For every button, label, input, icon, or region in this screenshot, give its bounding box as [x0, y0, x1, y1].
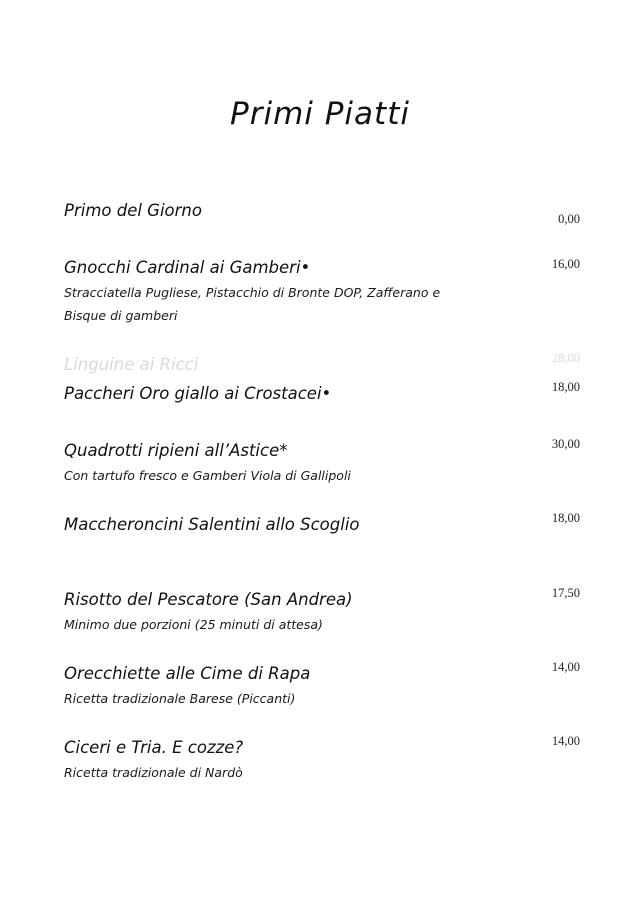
dish-price: 28,00 — [551, 351, 580, 365]
menu-item-primo-del-giorno — [64, 200, 584, 222]
dish-description: Ricetta tradizionale Barese (Piccanti) — [64, 691, 296, 706]
dish-price: 14,00 — [551, 660, 580, 674]
dish-name: Risotto del Pescatore (San Andrea) — [64, 590, 353, 609]
dish-price: 16,00 — [551, 257, 580, 271]
menu-item-gnocchi — [64, 257, 584, 327]
dish-price: 18,00 — [551, 380, 580, 394]
menu-item-paccheri — [64, 383, 584, 405]
dish-price: 18,00 — [551, 511, 580, 525]
dish-price: 17,50 — [551, 586, 580, 600]
dish-name: Ciceri e Tria. E cozze? — [64, 738, 244, 757]
menu-item-risotto — [64, 589, 584, 636]
dish-price: 30,00 — [551, 437, 580, 451]
dish-name: Maccheroncini Salentini allo Scoglio — [64, 515, 360, 534]
page-title: Primi Piatti — [230, 96, 410, 132]
dish-description: Ricetta tradizionale di Nardò — [64, 765, 243, 780]
menu-item-orecchiette — [64, 663, 584, 710]
dish-name: Linguine ai Ricci — [64, 355, 199, 374]
dish-name: Paccheri Oro giallo ai Crostacei• — [64, 384, 332, 403]
dish-description: Stracciatella Pugliese, Pistacchio di Bronte DOP, Zafferano e Bisque di gamberi — [64, 285, 441, 323]
dish-price: 0,00 — [558, 212, 580, 226]
dish-name: Quadrotti ripieni all’Astice* — [64, 441, 288, 460]
menu-item-quadrotti — [64, 440, 584, 487]
dish-description: Minimo due porzioni (25 minuti di attesa) — [64, 617, 323, 632]
dish-price: 14,00 — [551, 734, 580, 748]
dish-name: Orecchiette alle Cime di Rapa — [64, 664, 311, 683]
dish-description: Con tartufo fresco e Gamberi Viola di Gallipoli — [64, 468, 351, 483]
menu-item-ciceri-e-tria — [64, 737, 584, 784]
menu-item-linguine — [64, 354, 584, 376]
dish-name: Primo del Giorno — [64, 201, 202, 220]
menu-item-maccheroncini — [64, 514, 584, 536]
dish-name: Gnocchi Cardinal ai Gamberi• — [64, 258, 311, 277]
